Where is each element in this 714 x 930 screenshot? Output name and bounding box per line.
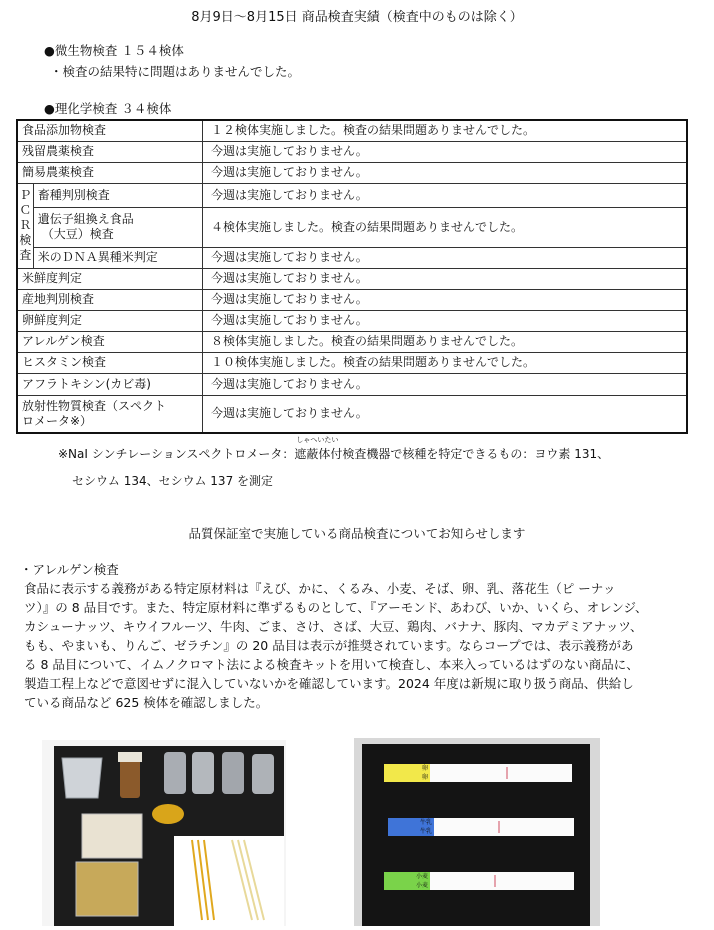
test-result: 今週は実施しておりません。: [203, 183, 688, 207]
table-row: [17, 183, 687, 207]
test-kit-illustration: [42, 740, 286, 926]
test-result: ４検体実施しました。検査の結果問題ありませんでした。: [203, 207, 688, 247]
test-result: 今週は実施しておりません。: [203, 141, 688, 162]
table-row: [17, 395, 687, 433]
chem-results-table: [16, 119, 688, 434]
test-kit-photo: [42, 740, 286, 926]
test-result: ８検体実施しました。検査の結果問題ありませんでした。: [203, 331, 688, 352]
test-result: 今週は実施しておりません。: [203, 310, 688, 331]
table-row: [17, 331, 687, 352]
test-name: アフラトキシン(カビ毒): [17, 373, 203, 395]
test-name: 卵鮮度判定: [17, 310, 203, 331]
test-name-line2: ロメータ※）: [22, 413, 93, 428]
notice-subheading: ・アレルゲン検査: [20, 562, 119, 577]
table-row: [17, 310, 687, 331]
test-name: 産地判別検査: [17, 289, 203, 310]
page-title: 8月9日～8月15日 商品検査実績（検査中のものは除く）: [191, 10, 523, 25]
micro-heading: ●微生物検査 １５４検体: [44, 43, 184, 58]
notice-heading: 品質保証室で実施している商品検査についてお知らせします: [188, 526, 526, 541]
test-name: 米鮮度判定: [17, 268, 203, 289]
table-row: [17, 162, 687, 183]
body-line: ツ）』の 8 品目です。また、特定原材料に準ずるものとして、『アーモンド、あわび、いか、いくら、オレンジ、: [24, 600, 648, 615]
test-result: 今週は実施しておりません。: [203, 395, 688, 433]
footnote-line1: ※NaI シンチレーションスペクトロメータ： しゃへいたい 遮蔽体付検査機器で核種を特定できるもの：ヨウ素 131、: [58, 436, 610, 461]
table-row: [17, 289, 687, 310]
table-row: [17, 373, 687, 395]
test-result: 今週は実施しておりません。: [203, 247, 688, 268]
table-row: [17, 268, 687, 289]
body-line: 食品に表示する義務がある特定原材料は『えび、かに、くるみ、小麦、そば、卵、乳、落花生（ピ ーナッ: [24, 581, 616, 596]
table-row: [17, 120, 687, 141]
test-name: [17, 395, 203, 433]
test-name: 簡易農薬検査: [17, 162, 203, 183]
micro-note: ・検査の結果特に問題はありませんでした。: [50, 64, 301, 79]
test-name: 残留農薬検査: [17, 141, 203, 162]
table-row: [17, 207, 687, 247]
notice-body: [24, 579, 696, 712]
control-line: [498, 821, 500, 833]
table-row: [17, 247, 687, 268]
test-name: アレルゲン検査: [17, 331, 203, 352]
test-name: ヒスタミン検査: [17, 352, 203, 373]
body-line: る 8 品目について、イムノクロマト法による検査キットを用いて検査し、本来入っているはずのない商品に、: [24, 657, 639, 672]
strip-tag: 卵 卵: [384, 764, 430, 782]
body-line: もも、やまいも、りんご、ゼラチン』の 20 品目は表示が推奨されています。ならコープでは、表示義務があ: [24, 638, 634, 653]
control-line: [506, 767, 508, 779]
table-row: [17, 141, 687, 162]
test-strip: [384, 872, 574, 890]
test-name-line1: 放射性物質検査（スペクト: [22, 398, 167, 413]
test-result: 今週は実施しておりません。: [203, 162, 688, 183]
test-name-line2: （大豆）検査: [41, 227, 114, 241]
body-line: カシューナッツ、キウイフルーツ、牛肉、ごま、さけ、さば、大豆、鶏肉、バナナ、豚肉、マカデミアナッツ、: [24, 619, 643, 634]
test-strips-photo: [354, 738, 600, 926]
chem-heading: ●理化学検査 ３４検体: [44, 101, 172, 116]
body-line: 製造工程上などで意図せずに混入していないかを確認しています。2024 年度は新規に取り扱う商品、供給し: [24, 676, 634, 691]
table-row: [17, 352, 687, 373]
test-name-line1: 遺伝子組換え食品: [37, 212, 134, 226]
ruby-term: しゃへいたい 遮蔽: [294, 436, 339, 461]
strip-tag: 小麦 小麦: [384, 872, 430, 890]
test-result: 今週は実施しておりません。: [203, 289, 688, 310]
test-result: 今週は実施しておりません。: [203, 268, 688, 289]
test-strip: [388, 818, 574, 836]
control-line: [494, 875, 496, 887]
test-result: １２検体実施しました。検査の結果問題ありませんでした。: [203, 120, 688, 141]
test-name: 食品添加物検査: [17, 120, 203, 141]
test-strip: [384, 764, 572, 782]
pcr-group-label: ＰＣＲ検査: [17, 183, 33, 268]
strip-tag: 牛乳 牛乳: [388, 818, 434, 836]
test-result: １０検体実施しました。検査の結果問題ありませんでした。: [203, 352, 688, 373]
footnote-line2: セシウム 134、セシウム 137 を測定: [72, 474, 274, 488]
body-line: ている商品など 625 検体を確認しました。: [24, 695, 269, 710]
test-name: 畜種判別検査: [33, 183, 202, 207]
test-result: 今週は実施しておりません。: [203, 373, 688, 395]
test-name: 米のＤＮＡ異種米判定: [33, 247, 202, 268]
test-name: [33, 207, 202, 247]
